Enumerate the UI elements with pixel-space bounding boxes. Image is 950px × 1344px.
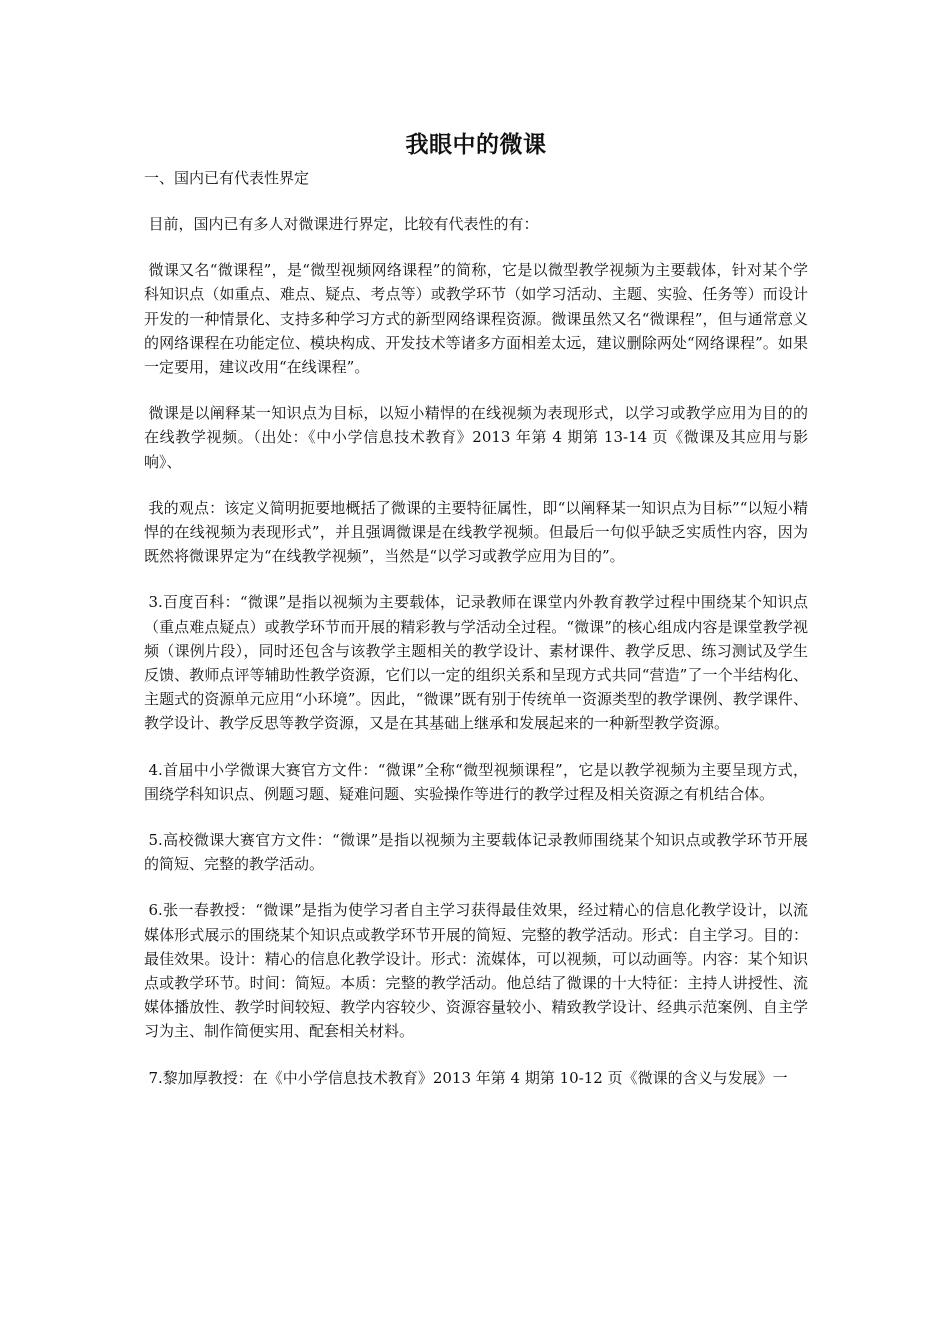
paragraph-intro: 目前，国内已有多人对微课进行界定，比较有代表性的有： xyxy=(148,215,539,233)
paragraph-k12-contest: 4.首届中小学微课大赛官方文件：“微课”全称“微型视频课程”，它是以教学视频为主要呈现方式，围绕学科知识点、例题习题、疑难问题、实验操作等进行的教学过程及相关资源之有机结合体。 xyxy=(144,760,808,803)
paragraph-li-jiahou: 7.黎加厚教授：在《中小学信息技术教育》2013 年第 4 期第 10-12 页《微课的含义与发展》一 xyxy=(148,1068,788,1087)
paragraph-baidu: 3.百度百科：“微课”是指以视频为主要载体，记录教师在课堂内外教育教学过程中围绕某个知识点（重点难点疑点）或教学环节而开展的精彩教与学活动全过程。“微课”的核心组成内容是课堂教学视频（课例片段），同时还包含与该教学主题相关的教学设计、素材课件、教学反思、练习测试及学生反馈、教师点评等辅助性教学资源，它们以一定的组织关系和呈现方式共同“营造”了一个半结构化、主题式的资源单元应用“小环境”。因此，“微课”既有别于传统单一资源类型的教学课例、教学课件、教学设计、教学反思等教学资源，又是在其基础上继承和发展起来的一种新型教学资源。 xyxy=(144,593,808,733)
paragraph-college-contest: 5.高校微课大赛官方文件：“微课”是指以视频为主要载体记录教师围绕某个知识点或教学环节开展的简短、完整的教学活动。 xyxy=(144,831,808,874)
paragraph-opinion: 我的观点：该定义简明扼要地概括了微课的主要特征属性，即“以阐释某一知识点为目标”“以短小精悍的在线视频为表现形式”，并且强调微课是在线教学视频。但最后一句似乎缺乏实质性内容，因为既然将微课界定为“在线教学视频”，当然是“以学习或教学应用为目的”。 xyxy=(144,498,808,566)
document-page xyxy=(144,128,808,1090)
paragraph-definition-1: 微课又名“微课程”，是“微型视频网络课程”的简称，它是以微型教学视频为主要载体，针对某个学科知识点（如重点、难点、疑点、考点等）或教学环节（如学习活动、主题、实验、任务等）而设计开发的一种情景化、支持多种学习方式的新型网络课程资源。微课虽然又名“微课程”，但与通常意义的网络课程在功能定位、模块构成、开发技术等诸多方面相差太远，建议删除两处“网络课程”。如果一定要用，建议改用“在线课程”。 xyxy=(144,261,808,377)
document-title: 我眼中的微课 xyxy=(405,131,547,158)
paragraph-zhang-yichun: 6.张一春教授：“微课”是指为使学习者自主学习获得最佳效果，经过精心的信息化教学设计，以流媒体形式展示的围绕某个知识点或教学环节开展的简短、完整的教学活动。形式：自主学习。目的：最佳效果。设计：精心的信息化教学设计。形式：流媒体，可以视频，可以动画等。内容：某个知识点或教学环节。时间：简短。本质：完整的教学活动。他总结了微课的十大特征：主持人讲授性、流媒体播放性、教学时间较短、教学内容较少、资源容量较小、精致教学设计、经典示范案例、自主学习为主、制作简便实用、配套相关材料。 xyxy=(144,901,808,1041)
paragraph-definition-2: 微课是以阐释某一知识点为目标，以短小精悍的在线视频为表现形式，以学习或教学应用为目的的在线教学视频。（出处：《中小学信息技术教育》2013 年第 4 期第 13-14 页《微课及其应用与影响》、 xyxy=(144,404,808,471)
section-heading: 一、国内已有代表性界定 xyxy=(144,169,310,187)
